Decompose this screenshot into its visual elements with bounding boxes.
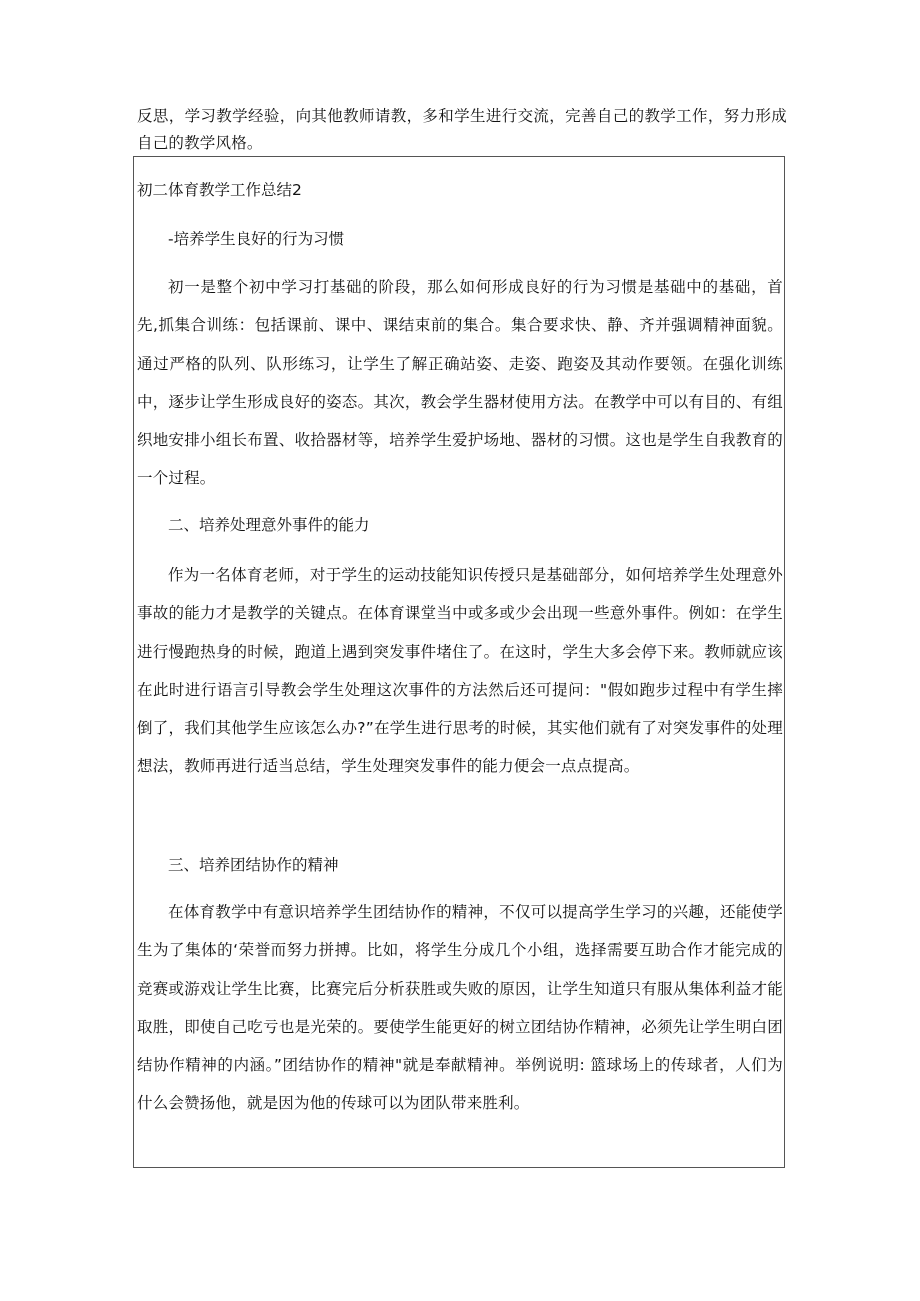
- paragraph-behavior-habits: 初一是整个初中学习打基础的阶段，那么如何形成良好的行为习惯是基础中的基础，首先,抓集合训练：包括课前、课中、课结束前的集合。集合要求快、静、齐并强调精神面貌。通过严格的队列、队形练习，让学生了解正确站姿、走姿、跑姿及其动作要领。在强化训练中，逐步让学生形成良好的姿态。其次，教会学生器材使用方法。在教学中可以有目的、有组织地安排小组长布置、收拾器材等，培养学生爱护场地、器材的习惯。这也是学生自我教育的一个过程。: [137, 278, 783, 488]
- heading-accident-handling: 二、培养处理意外事件的能力: [168, 516, 370, 534]
- intro-paragraph: 反思，学习教学经验，向其他教师请教，多和学生进行交流，完善自己的教学工作，努力形成自己的教学风格。: [137, 107, 787, 152]
- heading-behavior-habits: -培养学生良好的行为习惯: [168, 230, 345, 248]
- heading-teamwork: 三、培养团结协作的精神: [168, 856, 339, 874]
- paragraph-teamwork: 在体育教学中有意识培养学生团结协作的精神，不仅可以提高学生学习的兴趣，还能使学生为了集体的‘荣誉而努力拼搏。比如，将学生分成几个小组，选择需要互助合作才能完成的竞赛或游戏让学生比赛，比赛完后分析获胜或失败的原因，让学生知道只有服从集体利益才能取胜，即使自己吃亏也是光荣的。要使学生能更好的树立团结协作精神，必须先让学生明白团结协作精神的内涵。”团结协作的精神"就是奉献精神。举例说明: 篮球场上的传球者，人们为什么会赞扬他，就是因为他的传球可以为团队带来胜利。: [137, 903, 783, 1113]
- paragraph-accident-handling: 作为一名体育老师，对于学生的运动技能知识传授只是基础部分，如何培养学生处理意外事故的能力才是教学的关键点。在体育课堂当中或多或少会出现一些意外事件。例如：在学生进行慢跑热身的时候，跑道上遇到突发事件堵住了。在这时，学生大多会停下来。教师就应该在此时进行语言引导教会学生处理这次事件的方法然后还可提问："假如跑步过程中有学生摔倒了，我们其他学生应该怎么办?”在学生进行思考的时候，其实他们就有了对突发事件的处理想法，教师再进行适当总结，学生处理突发事件的能力便会一点点提高。: [137, 566, 783, 776]
- section-title: 初二体育教学工作总结2: [137, 181, 302, 199]
